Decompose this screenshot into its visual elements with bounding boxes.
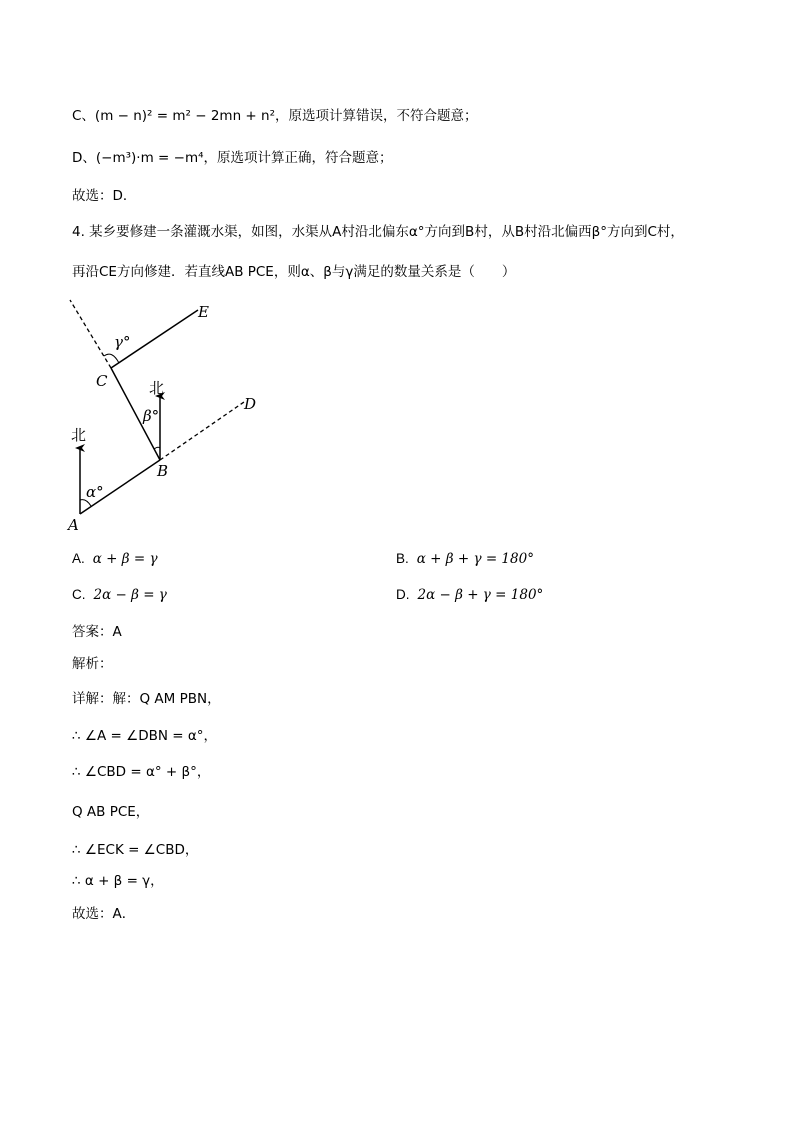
solution-step-3: ∴ ∠CBD = α° + β°， <box>72 764 211 780</box>
north-label-b: 北 <box>149 379 165 397</box>
choice-a[interactable] <box>72 549 158 569</box>
north-label-a: 北 <box>71 426 87 444</box>
label-alpha: α° <box>86 483 104 501</box>
label-d: D <box>244 395 257 413</box>
dashed-extension-bd <box>160 402 244 460</box>
choice-b-label: B. <box>396 551 409 566</box>
choice-d-label: D. <box>396 587 410 602</box>
analysis-label: 解析： <box>72 656 113 672</box>
choice-d-text: 2α − β + γ = 180° <box>417 587 544 603</box>
question-4-line-2: 再沿CE方向修建．若直线AB PCE，则α、β与γ满足的数量关系是（ ） <box>72 264 516 280</box>
choice-c[interactable] <box>72 585 167 605</box>
angle-arc-gamma <box>104 354 119 363</box>
choice-d[interactable] <box>396 585 543 605</box>
final-answer: 故选：A． <box>72 906 136 922</box>
dashed-extension-bc <box>70 300 111 368</box>
angle-arc-beta <box>154 447 160 449</box>
label-a: A <box>68 516 79 534</box>
choice-b[interactable] <box>396 549 534 569</box>
choice-a-label: A. <box>72 551 85 566</box>
choice-a-text: α + β = γ <box>92 551 158 567</box>
previous-answer: 故选：D． <box>72 188 137 204</box>
option-c-review: C、(m − n)² = m² − 2mn + n²，原选项计算错误，不符合题意； <box>72 108 478 124</box>
solution-step-1: 详解：解：Q AM PBN， <box>72 691 221 707</box>
label-b: B <box>157 462 169 480</box>
solution-step-5: ∴ ∠ECK = ∠CBD， <box>72 842 199 858</box>
label-e: E <box>198 303 209 321</box>
answer: 答案：A <box>72 624 122 640</box>
choice-b-text: α + β + γ = 180° <box>416 551 534 567</box>
label-c: C <box>96 372 108 390</box>
label-beta: β° <box>143 407 160 425</box>
solution-step-6: ∴ α + β = γ， <box>72 873 164 889</box>
solution-step-2: ∴ ∠A = ∠DBN = α°， <box>72 728 218 744</box>
choice-c-label: C. <box>72 587 86 602</box>
option-d-review: D、(−m³)·m = −m⁴，原选项计算正确，符合题意； <box>72 150 393 166</box>
choice-c-text: 2α − β = γ <box>93 587 167 603</box>
question-4-line-1: 4. 某乡要修建一条灌溉水渠，如图，水渠从A村沿北偏东α°方向到B村，从B村沿北偏西β°方向到C村， <box>72 224 684 240</box>
solution-step-4: Q AB PCE， <box>72 804 150 820</box>
label-gamma: γ° <box>114 333 131 351</box>
